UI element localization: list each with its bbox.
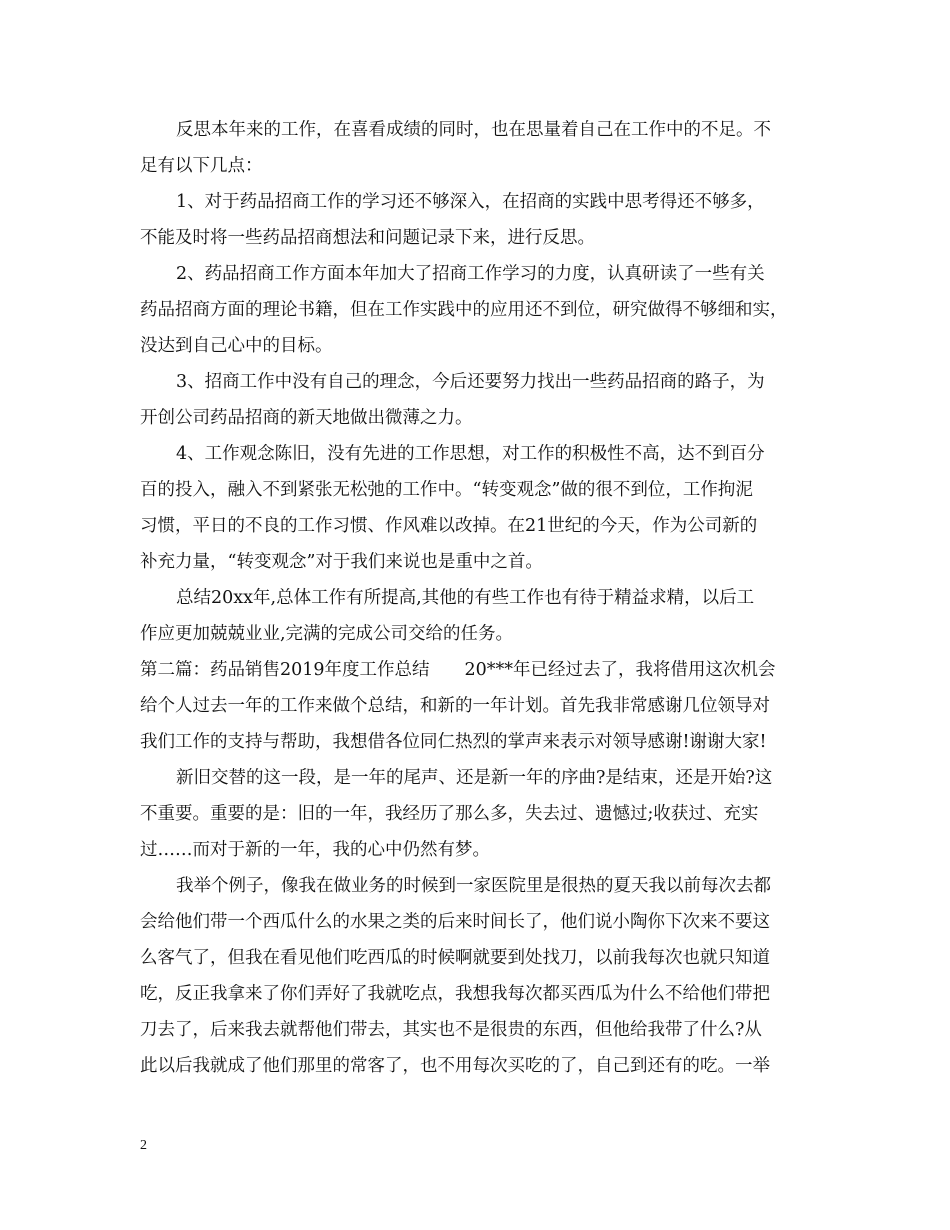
text-line: 药品招商方面的理论书籍，但在工作实践中的应用还不到位，研究做得不够细和实， [140, 300, 788, 320]
text-line: 不能及时将一些药品招商想法和问题记录下来，进行反思。 [140, 228, 595, 248]
text-line: 给个人过去一年的工作来做个总结，和新的一年计划。首先我非常感谢几位领导对 [140, 696, 770, 716]
text-line: 总结20xx年,总体工作有所提高,其他的有些工作也有待于精益求精，以后工 [176, 588, 755, 608]
text-line: 过……而对于新的一年，我的心中仍然有梦。 [140, 840, 490, 860]
text-line: 会给他们带一个西瓜什么的水果之类的后来时间长了，他们说小陶你下次来不要这 [140, 912, 770, 932]
text-line: 吃，反正我拿来了你们弄好了我就吃点，我想我每次都买西瓜为什么不给他们带把 [140, 984, 770, 1004]
text-line: 么客气了，但我在看见他们吃西瓜的时候啊就要到处找刀，以前我每次也就只知道 [140, 948, 770, 968]
text-line: 反思本年来的工作，在喜看成绩的同时，也在思量着自己在工作中的不足。不 [176, 120, 771, 140]
text-line: 作应更加兢兢业业,完满的完成公司交给的任务。 [140, 624, 514, 644]
text-line: 刀去了，后来我去就帮他们带去，其实也不是很贵的东西，但他给我带了什么?从 [140, 1020, 762, 1040]
text-line: 开创公司药品招商的新天地做出微薄之力。 [140, 408, 473, 428]
text-line: 2、药品招商工作方面本年加大了招商工作学习的力度，认真研读了一些有关 [176, 264, 765, 284]
text-line: 补充力量，“转变观念”对于我们来说也是重中之首。 [140, 552, 543, 572]
text-line: 新旧交替的这一段，是一年的尾声、还是新一年的序曲?是结束，还是开始?这 [176, 768, 773, 788]
text-line: 4、工作观念陈旧，没有先进的工作思想，对工作的积极性不高，达不到百分 [176, 444, 765, 464]
text-line: 不重要。重要的是：旧的一年，我经历了那么多，失去过、遗憾过;收获过、充实 [140, 804, 759, 824]
text-line: 3、招商工作中没有自己的理念，今后还要努力找出一些药品招商的路子，为 [176, 372, 765, 392]
text-line: 1、对于药品招商工作的学习还不够深入，在招商的实践中思考得还不够多， [176, 192, 765, 212]
text-line: 我们工作的支持与帮助，我想借各位同仁热烈的掌声来表示对领导感谢!谢谢大家! [140, 732, 767, 752]
page-number: 2 [140, 1138, 147, 1153]
text-line: 习惯，平日的不良的工作习惯、作风难以改掉。在21世纪的今天，作为公司新的 [140, 516, 758, 536]
text-line: 足有以下几点： [140, 156, 263, 176]
section-heading-line: 第二篇：药品销售2019年度工作总结 20***年已经过去了，我将借用这次机会 [140, 660, 776, 680]
text-line: 我举个例子，像我在做业务的时候到一家医院里是很热的夏天我以前每次去都 [176, 876, 771, 896]
text-line: 此以后我就成了他们那里的常客了，也不用每次买吃的了，自己到还有的吃。一举 [140, 1056, 770, 1076]
text-line: 百的投入，融入不到紧张无松弛的工作中。“转变观念”做的很不到位，工作拘泥 [140, 480, 753, 500]
text-line: 没达到自己心中的目标。 [140, 336, 333, 356]
